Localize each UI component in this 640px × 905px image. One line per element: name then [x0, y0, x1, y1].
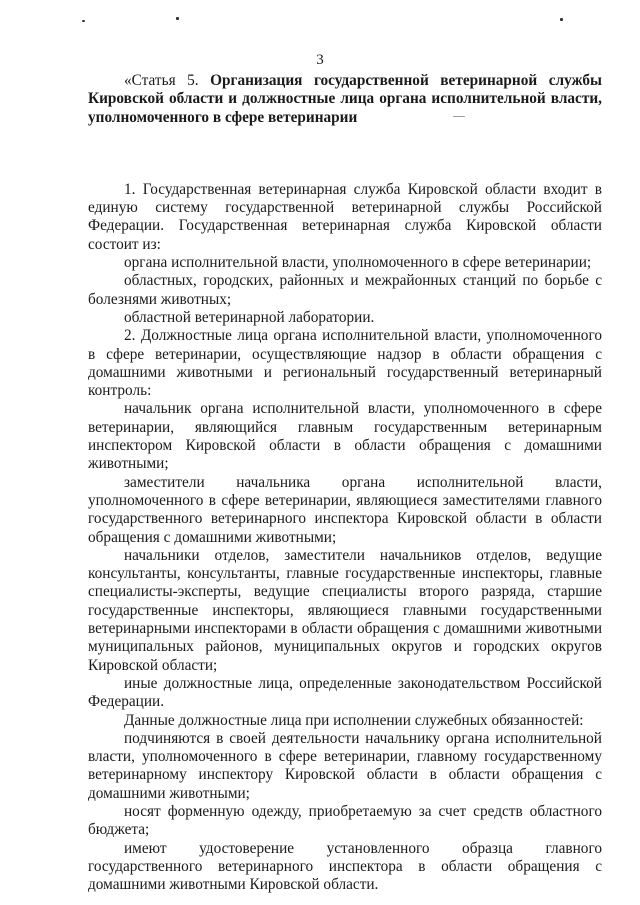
- paragraph: областной ветеринарной лаборатории.: [124, 308, 375, 326]
- paragraph: иные должностные лица, определенные законодательством Российской Федерации.: [88, 674, 602, 711]
- paragraph: имеют удостоверение установленного образца главного государственного ветеринарного инспектора в области обращения с домашними животными Кировской области.: [88, 839, 602, 894]
- scan-speck: [560, 18, 563, 21]
- paragraph: 1. Государственная ветеринарная служба Кировской области входит в единую систему государственной ветеринарной службы Российской Федерации. Государственная ветеринарная служба Кировской области состоит из:: [88, 180, 602, 253]
- scan-speck: [176, 17, 179, 20]
- article-title: Организация государственной ветеринарной службы Кировской области и должностные лица органа исполнительной власти, уполномоченного в сфере ветеринарии: [88, 72, 602, 126]
- paragraph: Данные должностные лица при исполнении служебных обязанностей:: [124, 711, 584, 729]
- paragraph: начальник органа исполнительной власти, уполномоченного в сфере ветеринарии, являющийся главным государственным ветеринарным инспектором Кировской области в области обращения с домашними животными;: [88, 400, 602, 473]
- page-number: 3: [316, 52, 324, 68]
- paragraph: заместители начальника органа исполнительной власти, уполномоченного в сфере ветеринарии, являющиеся заместителями главного государственного ветеринарного инспектора Кировской области в области обращения с домашними животными;: [88, 473, 602, 546]
- scan-speck: [82, 20, 85, 22]
- paragraph: 2. Должностные лица органа исполнительной власти, уполномоченного в сфере ветеринарии, осуществляющие надзор в области обращения с домашними животными и региональный государственный ветеринарный контроль:: [88, 327, 602, 400]
- document-body: [88, 72, 602, 894]
- paragraph: органа исполнительной власти, уполномоченного в сфере ветеринарии;: [124, 254, 592, 272]
- paragraph: областных, городских, районных и межрайонных станций по борьбе с болезнями животных;: [88, 272, 602, 308]
- paragraph: подчиняются в своей деятельности начальнику органа исполнительной власти, уполномоченного в сфере ветеринарии, главному государственному ветеринарному инспектору Кировской области в области обращения с домашними животными;: [88, 729, 602, 802]
- paragraph: носят форменную одежду, приобретаемую за счет средств областного бюджета;: [88, 802, 602, 839]
- paragraph: начальники отделов, заместители начальников отделов, ведущие консультанты, консультанты, главные государственные инспекторы, главные специалисты-эксперты, ведущие специалисты второго разряда, старшие государственные инспекторы, являющиеся главными государственными ветеринарными инспекторами в области обращения с домашними животными муниципальных районов, муниципальных округов и городских округов Кировской области;: [88, 546, 602, 674]
- article-number: «Статья 5.: [124, 72, 199, 89]
- article-heading: [88, 72, 602, 127]
